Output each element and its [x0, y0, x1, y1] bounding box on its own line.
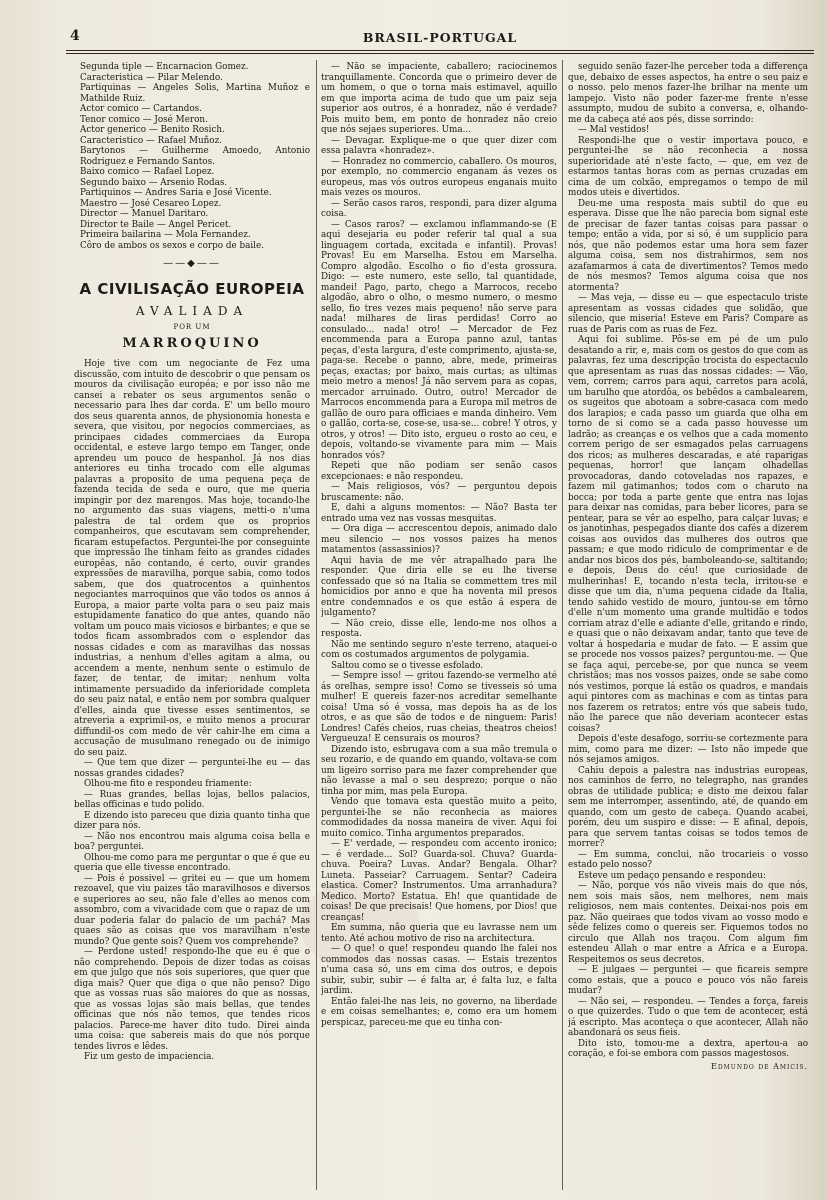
cast-entry: Caracteristica — Pilar Melendo.	[80, 72, 223, 83]
cast-list	[74, 62, 310, 251]
article-paragraph: — Casos raros? — exclamou inflammando-se (E aqui desejaria eu poder referir tal qual a sua linguagem cortada, excitada e infantil). Provas! Provas! Eu em Marselha. Estou em Marselha. Compro algodão. Escolho o fio d'esta grossura. Digo: — este numero, este sello, tal quantidade, mandei! Pago, parto, chego a Marrocos, recebo algodão, abro o olho, o mesmo numero, o mesmo sello, fio tres vezes mais pequeno! não serve para nada! milhares de liras perdidas! Corro ao consulado... nada! otro! — Mercador de Fez encommenda para a Europa panno azul, tantas peças, d'esta largura, d'este comprimento, ajusta-se, paga-se. Recebe o panno, abre, mede, primeiras peças, exactas; por baixo, mais curtas; as ultimas meio metro a menos! Já não servem para as copas, mercador arruinado. Outro, outro! Mercador de Marrocos encommenda para a Europa mil metros de gallão de ouro para officiaes e manda dinheiro. Vem o gallão, corta-se, cose-se, usa-se... cobre! Y otros, y otros, y otros! — Dito isto, ergueu o rosto ao ceu, e depois, voltando-se vivamente para mim — Mais honrados vós?	[321, 219, 557, 461]
cast-entry: Maestro — José Cesareo Lopez.	[80, 198, 222, 209]
article-paragraph: — Ora diga — accrescentou depois, animado dalo meu silencio — nos vossos paizes ha menos matamentos (assassinios)?	[321, 524, 557, 555]
article-paragraph: — Pois é possivel — gritei eu — que um homem rezoavel, que viu paizes tão maravilhosos e diversos e superiores ao seu, não fale d'elles ao menos com assombro, com a vivacidade com que o rapaz de um duar poderia falar do palacio de um pachá? Mas quaes são as coisas que vos maravilham n'este mundo? Que gente sois? Quem vos comprehende?	[74, 873, 310, 947]
article-paragraph: Aqui havia de me vêr atrapalhado para lhe responder. Que diria elle se eu lhe tiverse confessado que só na Italia se commettem tres mil homicidios por anno e que ha noventa mil presos entre condemnados e os que estão á espera de julgamento?	[321, 555, 557, 618]
article-byline-por: POR UM	[173, 323, 211, 331]
cast-entry: Segunda tiple — Encarnacion Gomez.	[80, 62, 249, 72]
article-paragraph: Dizendo isto, esbrugava com a sua mão tremula o seu rozario, e de quando em quando, voltava-se com um ligeiro sorriso para me fazer comprehender que não levasse a mal o seu desprezo; porque o não tinha por mim, mas pela Europa.	[321, 744, 557, 797]
article-paragraph: E dizendo isto pareceu que dizia quanto tinha que dizer para nós.	[74, 810, 310, 831]
article-paragraph: E, dahi a alguns momentos: — Não? Basta ter entrado uma vez nas vossas mesquitas.	[321, 503, 557, 524]
article-paragraph: — Serão casos raros, respondi, para dizer alguma coisa.	[321, 198, 557, 219]
article-paragraph: Dito isto, tomou-me a dextra, apertou-a ao coração, e foi-se embora com passos magestosos.	[568, 1038, 808, 1059]
article-title: A CIVILISAÇÃO EUROPEIA	[79, 279, 305, 298]
article-paragraph: — Em summa, conclui, não trocarieis o vosso estado pelo nosso?	[568, 849, 808, 870]
article-paragraph: — Mas veja, — disse eu — que espectaculo triste apresentam as vossas cidades que solidão, que silencio, que miseria! Esteve em Paris? Compare as ruas de Paris com as ruas de Fez.	[568, 293, 808, 335]
article-paragraph: Depois d'este desafogo, sorriu-se cortezmente para mim, como para me dizer: — Isto não impede que nós sejamos amigos.	[568, 734, 808, 765]
cast-entry: Director — Manuel Daritaro.	[80, 209, 209, 219]
cast-entry: Segundo baixo — Arsenio Rodas.	[80, 177, 228, 188]
column-1-text	[74, 359, 310, 1063]
article-paragraph: — Que tem que dizer — perguntei-lhe eu — das nossas grandes cidades?	[74, 758, 310, 779]
column-2-text	[321, 62, 557, 1028]
article-paragraph: — Não sei, — respondeu. — Tendes a força, fareis o que quizerdes. Tudo o que tem de acontecer, está já escripto. Mas aconteça o que acontecer, Allah não abandonará os seus fieis.	[568, 996, 808, 1038]
article-paragraph: Cahiu depois a palestra nas industrias europeas, nos caminhos de ferro, no telegrapho, nas grandes obras de utilidade publica; e disto me deixou falar sem me interromper, assentindo, até, de quando em quando, com um gesto de cabeça. Quando acabei, porém, deu um suspiro e disse: — E afinal, depois, para que servem tantas coisas se todos temos de morrer?	[568, 765, 808, 849]
article-paragraph: — E' verdade, — respondeu com accento ironico; — é verdade... Sol? Guarda-sol. Chuva? Guarda-chuva. Poeira? Luvas. Andar? Bengala. Olhar? Luneta. Passeiar? Carruagem. Sentar? Cadeira elastica. Comer? Instrumentos. Uma arranhadura? Medico. Morto? Estatua. Eh! que quantidade de coisas! De que precisais! Que homens, por Dios! que creanças!	[321, 839, 557, 923]
article-paragraph: Esteve um pedaço pensando e respondeu:	[578, 870, 766, 881]
cast-entry: Partiquinos — Andres Saria e José Vicente.	[80, 188, 272, 198]
column-separator	[562, 60, 563, 1190]
section-ornament: ——◆——	[163, 258, 221, 269]
article-paragraph: Fiz um gesto de impaciencia.	[84, 1052, 215, 1062]
cast-entry: Barytonos — Guilherme Amoedo, Antonio Rodriguez e Fernando Santos.	[80, 146, 310, 167]
article-paragraph: Olhou-me fito e respondeu friamente:	[84, 779, 252, 789]
article-paragraph: — Sempre isso! — gritou fazendo-se vermelho até ás orelhas, sempre isso! Como se tivesseis só uma mulher! E quereis fazer-nos acreditar semelhante coisa! Uma só é vossa, mas depois ha as de los otros, e as que são de todos e de ninguem: Paris! Londres! Cafés cheios, ruas cheias, theatros cheios! Vergueuza! E censurais os mouros?	[321, 671, 557, 744]
cast-entry: Actor generico — Benito Rosich.	[80, 125, 225, 135]
page-header	[70, 28, 810, 50]
article-paragraph: Em summa, não queria que eu lavrasse nem um tento. Até achou motivo de riso na architectura.	[321, 923, 557, 944]
article-paragraph: seguido senão fazer-lhe perceber toda a differença que, debaixo de esses aspectos, ha entre o seu paiz e o nosso. pelo menos fazer-lhe brilhar na mente um lampejo. Visto não poder fazer-me frente n'esse assumpto, mudou de subito a conversa, e, olhando-me da cabeça até aos pés, disse sorrindo:	[568, 62, 808, 125]
article-paragraph: — Não se impaciente, caballero; raciocinemos tranquillamente. Concorda que o primeiro dever de um homem, o que o torna mais estimavel, aquillo em que importa acima de tudo que um paiz seja superior aos outros, é a honradez, não é verdade? Pois muito bem, em ponto de honradez não creio que nós sejaes superiores. Uma...	[321, 62, 557, 135]
cast-entry: Actor comico — Cartandos.	[80, 104, 202, 114]
article-signature: Edmundo de Amicis.	[710, 1061, 808, 1071]
article-paragraph: Olhou-me como para me perguntar o que é que eu queria que elle tivesse encontrado.	[74, 852, 310, 873]
article-paragraph: Repeti que não podiam ser senão casos excepcionaes: e não respondeu.	[321, 461, 557, 482]
article-paragraph: — E julgaes — perguntei — que ficareis sempre como estais, que a pouco e pouco vós não fareis mudar?	[568, 965, 808, 996]
article-paragraph: Deu-me uma resposta mais subtil do que eu esperava. Disse que lhe não parecia bom signal este de precisar de fazer tantas coisas para passar o tempo; então a vida, por si só, é um supplicio para nós, que não podemos estar uma hora sem fazer alguma coisa, sem nos distrahirmos, sem nos azafamarmos á cata de divertimentos? Temos medo de nós mesmos? Temos alguma coisa que nos atormenta?	[568, 198, 808, 293]
column-2	[321, 62, 557, 1192]
article-paragraph: — O que! o que! respondeu quando lhe falei nos commodos das nossas casas. — Estais trezentos n'uma casa só, uns em cima dos outros, e depois subir, subir, subir — é falta ar, é falta luz, e falta jardim.	[321, 944, 557, 996]
article-paragraph: — Honradez no commercio, caballero. Os mouros, por exemplo, no commercio enganam ás vezes os europeus, mas vós outros europeus enganais muito mais vezes os mouros.	[321, 156, 557, 198]
cast-entry: Caracteristico — Rafael Muñoz.	[80, 135, 223, 146]
article-paragraph: — Não, porque vós não viveis mais do que nós, nem sois mais sãos, nem melhores, nem mais religiosos, nem mais contentes. Deixai-nos pois em paz. Não queiraes que todos vivam ao vosso modo e sêde felizes como o quereis ser. Fiquemos todos no circulo que Allah nos traçou. Com algum fim estendeu Allah o mar entre a Africa e a Europa. Respeitemos os seus decretos.	[568, 881, 808, 965]
cast-entry: Baixo comico — Rafael Lopez.	[80, 167, 215, 177]
article-paragraph: Então falei-lhe nas leis, no governo, na liberdade e em coisas semelhantes; e, como era um homem perspicaz, pareceu-me que eu tinha con-	[321, 996, 557, 1028]
column-separator	[316, 60, 317, 1190]
article-paragraph: — Perdone usted! respondo-lhe que eu é que o não comprehendo. Depois de dizer todas as coisas em que julgo que nós sois superiores, que quer que diga mais? Quer que diga o que não penso? Digo que as vossas ruas são maiores do que as nossas, que as vossas lojas são mais bellas, que tendes officinas que nós não temos, que tendes ricos palacios. Parece-me haver dito tudo. Direi ainda uma coisa: que sabereis mais do que nós porque tendes livros e lêdes.	[74, 947, 310, 1052]
article-paragraph: — Ruas grandes, bellas lojas, bellos palacios, bellas officinas e tudo polido.	[74, 789, 310, 810]
article-subtitle: AVALIADA	[135, 303, 249, 318]
column-3-text	[568, 62, 808, 1060]
cast-entry: Partiquinas — Angeles Solis, Martina Muñoz e Mathilde Ruiz.	[80, 83, 310, 104]
header-rule	[66, 50, 814, 51]
article-paragraph: — Mais religiosos, vós? — perguntou depois bruscamente: não.	[321, 482, 557, 503]
article-paragraph: Respondi-lhe que o vestir importava pouco, e perguntei-lhe se não reconhecia a nossa superioridade até n'este facto, — que, em vez de estarmos tantas horas com as pernas cruzadas em cima de um colxão, empregamos o tempo de mil modos uteis e divertidos.	[568, 135, 808, 198]
article-paragraph: — Mal vestidos!	[578, 125, 650, 135]
header-rule	[66, 53, 814, 54]
article-paragraph: Vendo que tomava esta questão muito a peito, perguntei-lhe se não reconhecia as maiores commodidades da nossa maneira de viver. Aqui foi muito comico. Tinha argumentos preparados.	[321, 797, 557, 839]
article-paragraph: — Não nos encontrou mais alguma coisa bella e boa? perguntei.	[74, 831, 310, 852]
article-author-line: MARROQUINO	[122, 335, 262, 351]
column-1	[74, 62, 310, 1192]
masthead: BRASIL-PORTUGAL	[362, 30, 518, 45]
article-paragraph: — Devagar. Explique-me o que quer dizer com essa palavra «honradez».	[321, 135, 557, 156]
column-3	[568, 62, 808, 1192]
page-number: 4	[70, 28, 80, 44]
article-paragraph: — Não creio, disse elle, lendo-me nos olhos a resposta.	[321, 618, 557, 639]
article-paragraph: Saltou como se o tivesse esfolado.	[331, 660, 484, 671]
cast-entry: Côro de ambos os sexos e corpo de baile.	[80, 240, 264, 251]
cast-entry: Primeira bailarina — Mola Fernandez.	[80, 230, 251, 240]
cast-entry: Director te Baile — Angel Pericet.	[80, 219, 232, 230]
article-paragraph: Hoje tive com um negociante de Fez uma discussão, com intuito de descobrir o que pensam os mouros da civilisação européa; e por isso não me cansei a rebater os seus argumentos senão o necessario para lhes dar corda. E' um bello mouro dos seus quarenta annos, de physionomia honesta e severa, que visitou, por negocios commerciaes, as principaes cidades commerciaes da Europa occidental, e esteve largo tempo em Tanger, onde aprendeu um pouco de hespanhol. Já nos dias anteriores eu tinha trocado com elle algumas palavras a proposito de uma pequena peça de fazenda tecida de seda e ouro, que me queria impingir por dez marengos. Mas hoje, tocando-lhe no argumento das suas viagens, metti-o n'uma palestra de tal ordem que os proprios companheiros, que escutavam sem comprehender, ficaram estupefactos. Perguntei-lhe por conseguinte que impressão lhe tinham feito as grandes cidades europêas, não contando, é certo, ouvir grandes expressões de maravilha, porque sabia, como todos sabem, que dos quatrocentos a quinhentos negociantes marroquinos que vão todos os annos á Europa, a maior parte volta para o seu paiz mais estupidamente fanatico do que antes, quando não voltam um pouco mais viciosos e birbantes; e que se todos ficam assombrados com o esplendor das nossas cidades e com as maravilhas das nossas industrias, a nenhum d'elles agitam a alma, ou accendem a mente, nenhum sente o estimulo de fazer, de tentar, de imitar; nenhum volta intimamente persuadido da inferioridade completa do seu paiz natal, e então nem por sombra qualquer d'elles, ainda que tivesse esses sentimentos, se atreveria a exprimil-os, e muito menos a procurar diffundil-os com medo de vêr cahir-lhe em cima a accusação de musulmano renegado ou de inimigo do seu paiz.	[74, 359, 310, 758]
article-paragraph: Aqui foi sublime. Pôs-se em pé de um pulo desatando a rir, e, mais com os gestos do que com as palavras, fez uma descripção trocista do espectaculo que apresentam as ruas das nossas cidades: — Vão, vem, correm; carros para aqui, carretos para acolá, um barulho que atordôa, os bebêdos a cambalearem, os sugeitos que abotoam a sobre-casaca com medo dos larapios; e cada passo um guarda que olha em torno de si como se a cada passo houvesse um ladrão; as creanças e os velhos que a cada momento correm perigo de ser esmagados pelas carruagens dos ricos; as mulheres descaradas, e até raparigas pequenas, horror! que lançam olhadellas provocadoras, dando cotoveladas nos rapazes, e fazem mil gatimanhos; todos com o charuto na bocca; por toda a parte gente que entra nas lojas para deixar nas comidas, para beber licores, para se pentear, para se vêr ao espelho, para calçar luvas; e os janotinhas, pespegados diante dos cafés a dizerem coisas aos ouvidos das mulheres dos outros que passam; e que modo ridiculo de comprimentar e de andar nos bicos dos pés, bamboleando-se, saltitando; e depois, Deus do céu! que curiosidade de mulherinhas! E, tocando n'esta tecla, irritou-se e disse que um dia, n'uma pequena cidade da Italia, tendo sahido vestido de mouro, juntou-se em tôrno d'elle n'um momento uma grande multidão e todos corriam atraz d'elle e adiante d'elle, gritando e rindo, e quasi que o não deixavam andar, tanto que teve de voltar á hospedaria e mudar de fato. — E assim que se procede nos vossos paizes? perguntou-me. — Que se faça aqui, percebe-se, por que nunca se veem christãos; mas nos vossos paizes, onde se sabe como nós vestimos, porque lá estão os quadros, e mandais aqui pintores com as machinas e com as tintas para nos fazerem os retratos; entre vós que sabeis tudo, não lhe parece que não deveriam acontecer estas coisas?	[568, 335, 808, 734]
cast-entry: Tenor comico — José Meron.	[80, 114, 208, 125]
article-paragraph: Não me sentindo seguro n'este terreno, ataquei-o com os costumados argumentos de polygamia.	[321, 639, 557, 660]
